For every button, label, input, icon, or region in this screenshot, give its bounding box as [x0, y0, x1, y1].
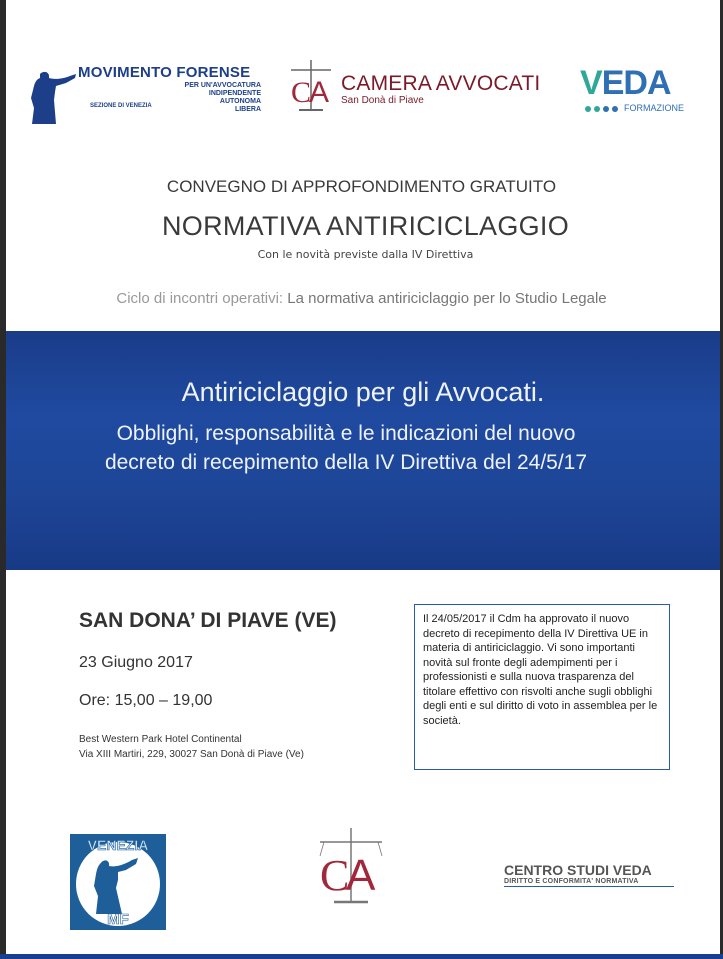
veda-formazione-logo	[576, 62, 696, 122]
veda-subtitle: FORMAZIONE	[624, 103, 684, 113]
orator-figure-icon	[26, 68, 78, 126]
mf-tagline-line: PER UN'AVVOCATURA	[184, 82, 261, 89]
veda-dots-icon	[584, 105, 624, 113]
mf-tagline	[185, 82, 261, 114]
venezia-mf-logo	[70, 834, 166, 930]
emblem-letter-c: C	[291, 76, 312, 109]
veda-wordmark-text	[580, 64, 671, 102]
main-title: NORMATIVA ANTIRICICLAGGIO	[161, 211, 570, 241]
event-hours: Ore: 15,00 – 19,00	[79, 692, 213, 709]
topic-banner	[6, 331, 720, 570]
venue-address: Via XIII Martiri, 229, 30027 San Donà di Piave (Ve)	[79, 749, 304, 760]
mf-label: MF	[107, 911, 129, 928]
venue-name: Best Western Park Hotel Continental	[79, 734, 242, 745]
main-subtitle: Con le novità previste dalla IV Direttiva	[257, 248, 474, 261]
bottom-band	[0, 954, 723, 959]
emblem-letter-a: A	[309, 76, 330, 109]
banner-text: Obblighi, responsabilità e le indicazioni del nuovo decreto di recepimento della IV Direttiva del 24/5/17	[104, 422, 588, 474]
cycle-value: La normativa antiriciclaggio per lo Studio Legale	[287, 290, 607, 307]
convegno-heading: CONVEGNO DI APPROFONDIMENTO GRATUITO	[166, 177, 557, 196]
event-city: SAN DONA’ DI PIAVE (VE)	[79, 609, 337, 632]
cycle-line	[0, 290, 723, 307]
scales-emblem-bottom-icon	[314, 826, 388, 910]
mf-tagline-line: INDIPENDENTE	[208, 90, 261, 97]
mf-tagline-line: AUTONOMA	[219, 98, 261, 105]
veda-letter: D	[623, 64, 647, 102]
movimento-forense-logo	[26, 60, 271, 130]
emblem-bottom-letter-a: A	[346, 851, 376, 900]
veda-wordmark	[580, 64, 671, 103]
event-venue	[79, 732, 304, 762]
info-box: Il 24/05/2017 il Cdm ha approvato il nuovo decreto di recepimento della IV Direttiva UE in materia di antiriciclaggio. Vi sono importanti novità sul fronte degli adempimenti per i professionisti e sulla nuova trasparenza del titolare effettivo con risvolti anche sugli obblighi degli enti e sul diritto di voto in assemblea per le società.	[414, 604, 670, 770]
mf-section: SEZIONE DI VENEZIA	[90, 103, 152, 109]
venezia-label: VENEZIA	[87, 837, 149, 853]
event-date: 23 Giugno 2017	[79, 654, 193, 671]
centro-studi-veda-logo	[504, 862, 684, 887]
mf-tagline-line: LIBERA	[234, 106, 261, 113]
camera-avvocati-logo	[285, 58, 555, 118]
veda-letter: E	[601, 64, 624, 102]
csv-subtitle: DIRITTO E CONFORMITA' NORMATIVA	[504, 878, 674, 887]
scales-emblem-icon	[285, 58, 337, 116]
csv-title: CENTRO STUDI VEDA	[504, 862, 652, 878]
mf-title: MOVIMENTO FORENSE	[78, 64, 251, 81]
veda-letter: A	[646, 64, 671, 102]
veda-letter: V	[580, 64, 602, 102]
banner-title: Antiriciclaggio per gli Avvocati.	[181, 377, 545, 407]
camera-avvocati-subtitle: San Donà di Piave	[341, 95, 424, 106]
camera-avvocati-title: CAMERA AVVOCATI	[341, 72, 541, 95]
emblem-bottom-letter-c: C	[320, 851, 350, 900]
cycle-label: Ciclo di incontri operativi:	[116, 290, 284, 307]
